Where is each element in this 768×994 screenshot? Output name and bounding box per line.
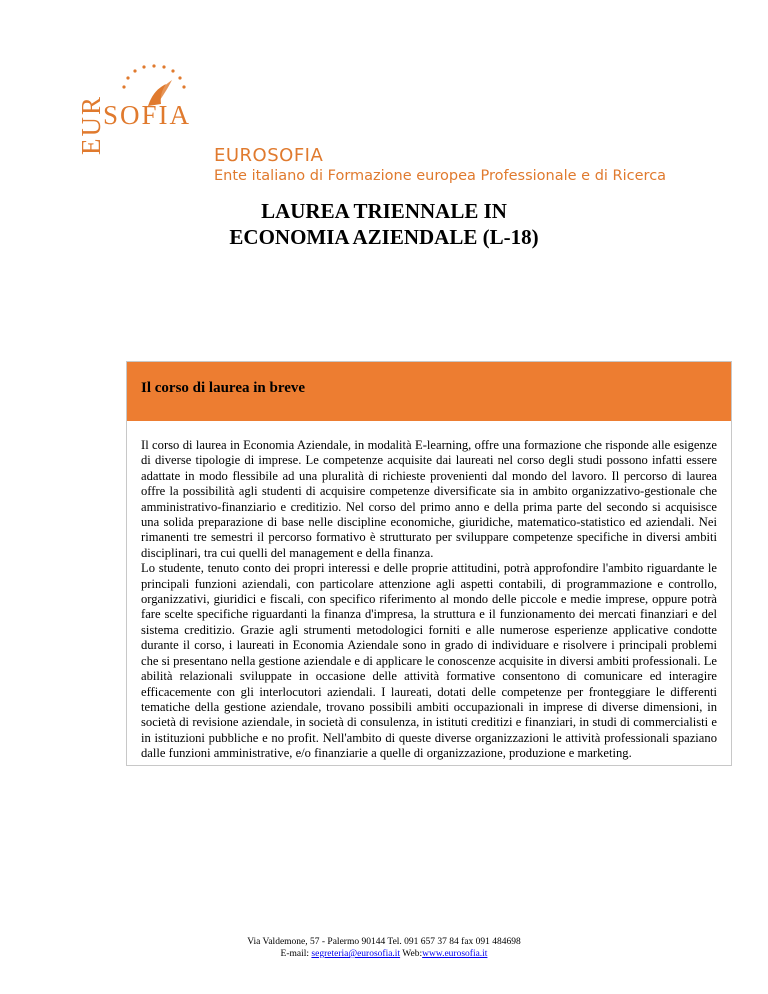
- email-label: E-mail:: [280, 949, 312, 959]
- logo-wordmark-sofia: SOFIA: [103, 100, 192, 130]
- footer-contacts: [0, 948, 768, 960]
- paragraph-1: Il corso di laurea in Economia Aziendale, in modalità E-learning, offre una formazione che risponde alle esigenze di diverse tipologie di imprese. Le competenze acquisite dai laureati nel corso degli studi possono infatti essere adattate in modo flessibile ad una pluralità di richieste provenienti dal mondo del lavoro. Il percorso di laurea offre la possibilità agli studenti di acquisire competenze diversificate sia in ambito organizzativo-gestionale che amministrativo-finanziario e creditizio. Nel corso del primo anno e della prima parte del secondo si acquisisce una solida preparazione di base nelle discipline economiche, giuridiche, matematico-statistico ed aziendali. Nei rimanenti tre semestri il percorso formativo è strutturato per sviluppare competenze specifiche in diversi ambiti disciplinari, tra cui quelli del management e della finanza.: [141, 438, 717, 560]
- title-line-1: LAUREA TRIENNALE IN: [261, 199, 507, 223]
- section-body: [127, 421, 731, 762]
- brand-tagline: Ente italiano di Formazione europea Professionale e di Ricerca: [214, 168, 667, 184]
- document-title: [0, 198, 768, 250]
- website-link[interactable]: www.eurosofia.it: [422, 949, 488, 959]
- section-heading: Il corso di laurea in breve: [127, 362, 731, 421]
- brand-header: [214, 145, 666, 185]
- footer-address: Via Valdemone, 57 - Palermo 90144 Tel. 091 657 37 84 fax 091 484698: [247, 937, 521, 947]
- eurosofia-logo: [78, 60, 198, 180]
- paragraph-2: Lo studente, tenuto conto dei propri interessi e delle proprie attitudini, potrà approfondire l'ambito riguardante le principali funzioni aziendali, con particolare attenzione agli aspetti contabili, di programmazione e controllo, organizzativi, giuridici e fiscali, con specifico riferimento al mondo delle piccole e medie imprese, oppure potrà fare scelte specifiche riguardanti la finanza d'impresa, la struttura e il funzionamento dei mercati finanziari e del sistema creditizio. Grazie agli strumenti metodologici forniti e alle numerose esperienze applicative condotte durante il corso, i laureati in Economia Aziendale sono in grado di individuare e risolvere i principali problemi che si presentano nella gestione aziendale e di applicare le conoscenze acquisite in diversi ambiti professionali. Le abilità relazionali sviluppate in occasione delle attività formative consentono di comunicare ed interagire efficacemente con gli interlocutori aziendali. I laureati, dotati delle competenze per fronteggiare le differenti tematiche della gestione aziendale, trovano possibili ambiti occupazionali in imprese di diverse dimensioni, in società di revisione aziendale, in società di consulenza, in istituti creditizi e finanziari, in studi di commercialisti e in istituzioni pubbliche e no profit. Nell'ambito di queste diverse organizzazioni le attività professionali spaziano dalle funzioni amministrative, e/o finanziarie a quelle di organizzazione, produzione e marketing.: [141, 561, 717, 761]
- title-line-2: ECONOMIA AZIENDALE (L-18): [229, 225, 539, 249]
- web-label: Web:: [400, 949, 423, 959]
- logo-wordmark-eur: EUR: [76, 95, 106, 155]
- email-link[interactable]: segreteria@eurosofia.it: [311, 949, 401, 959]
- brand-name: EUROSOFIA: [214, 145, 324, 166]
- course-summary-box: [126, 361, 732, 766]
- page-footer: [0, 936, 768, 960]
